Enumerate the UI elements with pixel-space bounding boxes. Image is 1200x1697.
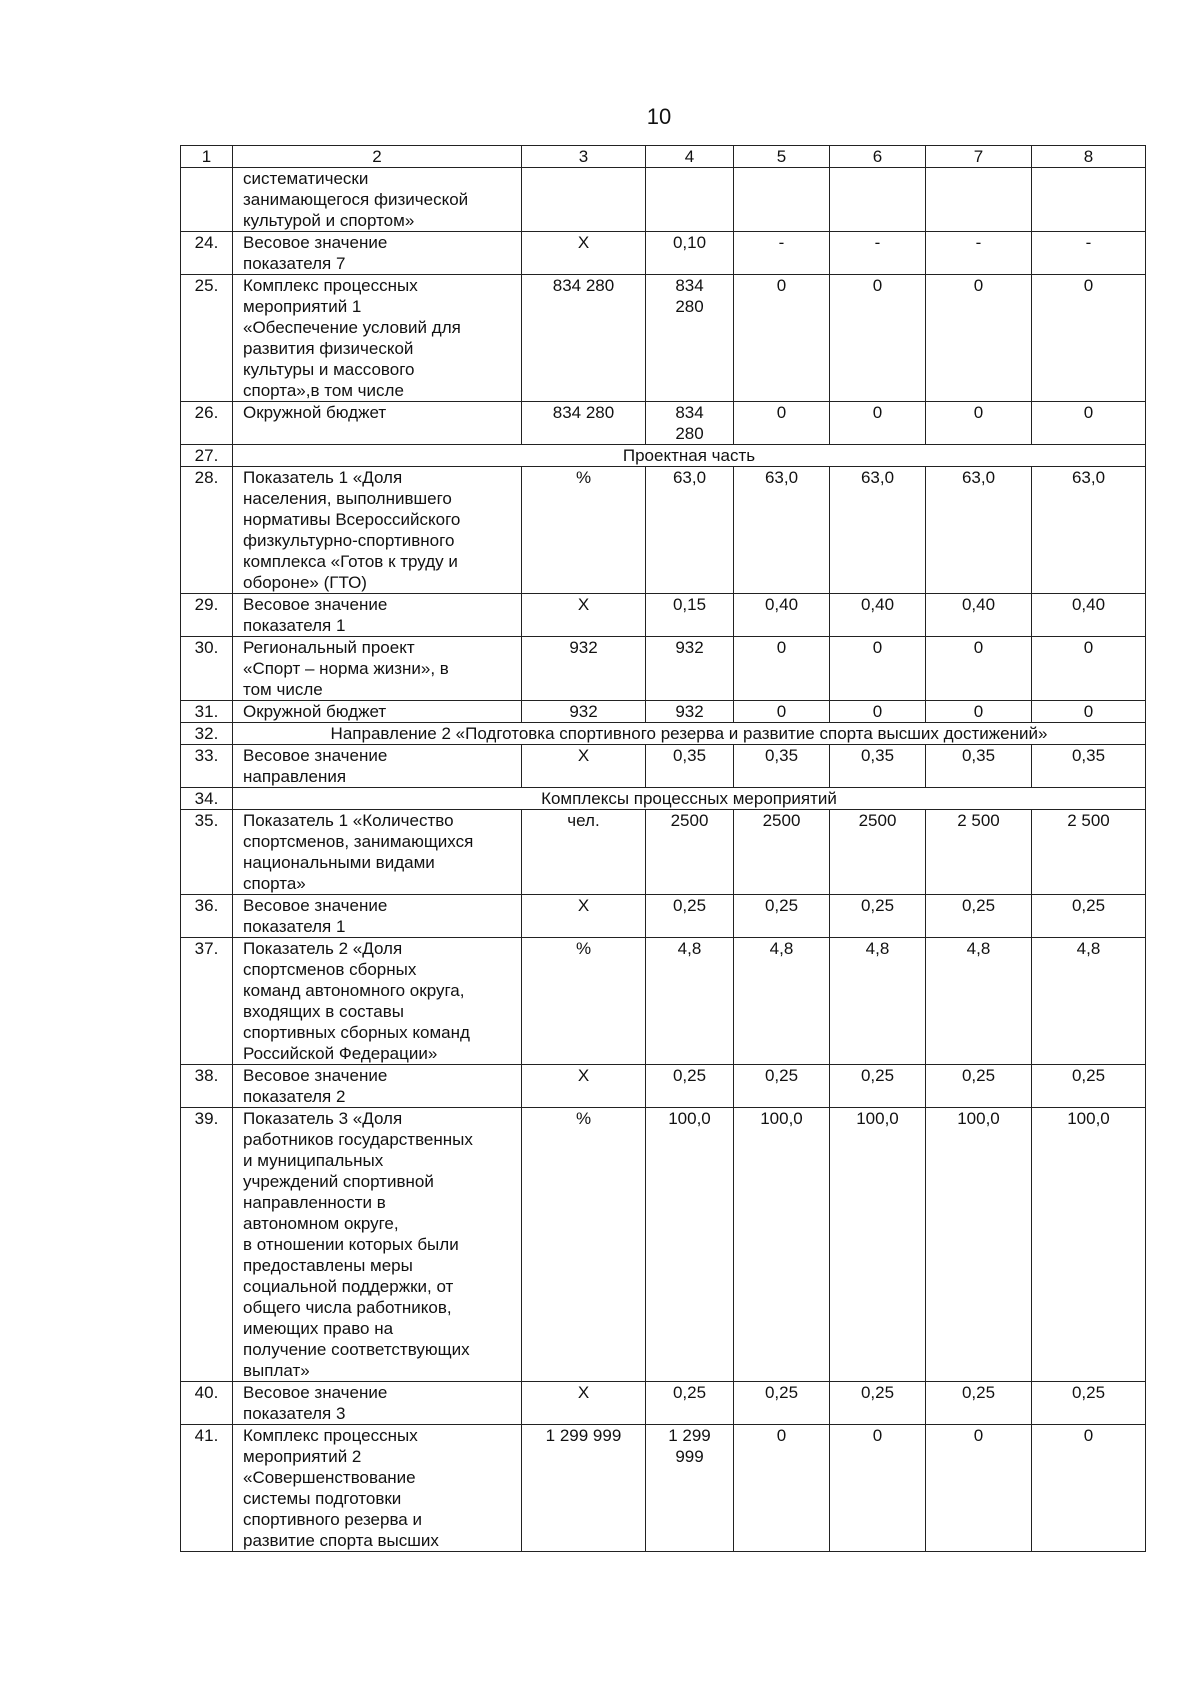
section-title: Комплексы процессных мероприятий [233,788,1146,810]
value-cell: 834 280 [522,402,646,445]
value-cell: 4,8 [1032,938,1146,1065]
value-cell: X [522,1065,646,1108]
section-row [181,445,1146,467]
column-header: 3 [522,146,646,168]
table-row [181,168,1146,232]
value-cell: 100,0 [734,1108,830,1382]
row-description: Весовое значение показателя 1 [233,895,522,938]
value-cell: 0,25 [926,1382,1032,1425]
table-row [181,232,1146,275]
value-cell: 2500 [734,810,830,895]
table-row [181,1425,1146,1552]
value-cell [926,168,1032,232]
table-row [181,895,1146,938]
value-cell: - [1032,232,1146,275]
table-row [181,1108,1146,1382]
row-description: Окружной бюджет [233,402,522,445]
value-cell: 0,25 [1032,895,1146,938]
row-number: 26. [181,402,233,445]
value-cell: 2500 [646,810,734,895]
value-cell: 100,0 [926,1108,1032,1382]
row-description: Показатель 1 «Количество спортсменов, занимающихся национальными видами спорта» [233,810,522,895]
row-description: Весовое значение показателя 3 [233,1382,522,1425]
value-cell: 0,25 [734,895,830,938]
value-cell: 0,35 [734,745,830,788]
section-title: Направление 2 «Подготовка спортивного резерва и развитие спорта высших достижений» [233,723,1146,745]
column-header: 5 [734,146,830,168]
column-header: 8 [1032,146,1146,168]
row-description: Региональный проект «Спорт – норма жизни», в том числе [233,637,522,701]
row-description: Весовое значение показателя 1 [233,594,522,637]
value-cell: 0,25 [646,1382,734,1425]
table-row [181,745,1146,788]
page-number: 10 [646,104,672,129]
value-cell: 0 [830,402,926,445]
row-number: 38. [181,1065,233,1108]
row-number: 36. [181,895,233,938]
value-cell: 63,0 [1032,467,1146,594]
value-cell: 2 500 [926,810,1032,895]
value-cell: 0,25 [830,1382,926,1425]
value-cell: 1 299 999 [522,1425,646,1552]
value-cell: 0,25 [830,1065,926,1108]
table-row [181,594,1146,637]
value-cell: 63,0 [734,467,830,594]
value-cell: 834 280 [646,402,734,445]
value-cell: чел. [522,810,646,895]
value-cell: 0,40 [830,594,926,637]
row-number: 32. [181,723,233,745]
value-cell: 0 [1032,701,1146,723]
value-cell: 0,35 [646,745,734,788]
value-cell: 0,40 [734,594,830,637]
row-number [181,168,233,232]
value-cell: 100,0 [830,1108,926,1382]
value-cell: 932 [522,637,646,701]
value-cell: 834 280 [522,275,646,402]
row-number: 29. [181,594,233,637]
value-cell: 2 500 [1032,810,1146,895]
table-row [181,701,1146,723]
row-number: 25. [181,275,233,402]
value-cell: 0 [734,275,830,402]
value-cell: X [522,594,646,637]
value-cell: 63,0 [830,467,926,594]
row-description: Весовое значение направления [233,745,522,788]
row-number: 40. [181,1382,233,1425]
row-description: Показатель 3 «Доля работников государственных и муниципальных учреждений спортивной направленности в автономном округе, в отношении которых были предоставлены меры социальной поддержки, от общего числа работников, имеющих право на получение соответствующих выплат» [233,1108,522,1382]
table-header-row [181,146,1146,168]
value-cell: 0,25 [734,1065,830,1108]
value-cell: 0,35 [830,745,926,788]
value-cell: 0 [926,402,1032,445]
table-row [181,938,1146,1065]
table-row [181,810,1146,895]
table-row [181,275,1146,402]
value-cell: 1 299 999 [646,1425,734,1552]
row-description: систематически занимающегося физической культурой и спортом» [233,168,522,232]
value-cell: 0,25 [1032,1382,1146,1425]
value-cell: 932 [646,701,734,723]
value-cell: X [522,1382,646,1425]
table-row [181,467,1146,594]
value-cell: 0 [926,701,1032,723]
value-cell: 0 [734,1425,830,1552]
value-cell: 932 [646,637,734,701]
column-header: 1 [181,146,233,168]
row-number: 28. [181,467,233,594]
value-cell [1032,168,1146,232]
value-cell: % [522,467,646,594]
value-cell [830,168,926,232]
value-cell: 0 [734,701,830,723]
value-cell: 0,25 [926,895,1032,938]
value-cell: 100,0 [1032,1108,1146,1382]
indicators-table [180,145,1146,1552]
value-cell [646,168,734,232]
value-cell: % [522,1108,646,1382]
value-cell: 0 [734,637,830,701]
row-number: 35. [181,810,233,895]
row-description: Окружной бюджет [233,701,522,723]
value-cell: 0,35 [926,745,1032,788]
column-header: 7 [926,146,1032,168]
row-description: Комплекс процессных мероприятий 2 «Совершенствование системы подготовки спортивного резерва и развитие спорта высших [233,1425,522,1552]
row-description: Весовое значение показателя 7 [233,232,522,275]
value-cell: 932 [522,701,646,723]
row-number: 34. [181,788,233,810]
row-number: 37. [181,938,233,1065]
value-cell: 4,8 [734,938,830,1065]
value-cell: 0,40 [1032,594,1146,637]
column-header: 2 [233,146,522,168]
table-row [181,637,1146,701]
value-cell: 0 [830,637,926,701]
value-cell: 2500 [830,810,926,895]
value-cell: 63,0 [926,467,1032,594]
value-cell: 100,0 [646,1108,734,1382]
value-cell: 0 [1032,402,1146,445]
section-row [181,788,1146,810]
value-cell: 0 [926,1425,1032,1552]
section-row [181,723,1146,745]
value-cell: 0 [830,1425,926,1552]
value-cell: X [522,232,646,275]
value-cell: 0,15 [646,594,734,637]
value-cell: 0,25 [646,895,734,938]
value-cell: 0,10 [646,232,734,275]
row-number: 31. [181,701,233,723]
column-header: 6 [830,146,926,168]
value-cell: 0,35 [1032,745,1146,788]
column-header: 4 [646,146,734,168]
value-cell: 0,40 [926,594,1032,637]
value-cell: - [734,232,830,275]
value-cell [734,168,830,232]
value-cell: - [830,232,926,275]
value-cell: 0,25 [1032,1065,1146,1108]
value-cell: 0 [1032,1425,1146,1552]
value-cell: 0,25 [646,1065,734,1108]
row-number: 24. [181,232,233,275]
row-number: 33. [181,745,233,788]
value-cell: 0 [926,275,1032,402]
value-cell: 0,25 [830,895,926,938]
row-number: 41. [181,1425,233,1552]
value-cell [522,168,646,232]
table-row [181,1382,1146,1425]
value-cell: 0,25 [734,1382,830,1425]
value-cell: X [522,745,646,788]
value-cell: 834 280 [646,275,734,402]
value-cell: 0 [1032,637,1146,701]
section-title: Проектная часть [233,445,1146,467]
value-cell: 0 [926,637,1032,701]
value-cell: 0 [830,701,926,723]
row-description: Показатель 1 «Доля населения, выполнившего нормативы Всероссийского физкультурно-спортивного комплекса «Готов к труду и обороне» (ГТО) [233,467,522,594]
value-cell: X [522,895,646,938]
row-description: Весовое значение показателя 2 [233,1065,522,1108]
value-cell: 0 [1032,275,1146,402]
value-cell: % [522,938,646,1065]
value-cell: - [926,232,1032,275]
table-row [181,402,1146,445]
value-cell: 4,8 [926,938,1032,1065]
value-cell: 0 [830,275,926,402]
row-number: 30. [181,637,233,701]
row-number: 39. [181,1108,233,1382]
value-cell: 0 [734,402,830,445]
row-description: Показатель 2 «Доля спортсменов сборных команд автономного округа, входящих в составы спортивных сборных команд Российской Федерации» [233,938,522,1065]
value-cell: 63,0 [646,467,734,594]
value-cell: 0,25 [926,1065,1032,1108]
table-body [181,146,1146,1552]
row-description: Комплекс процессных мероприятий 1 «Обеспечение условий для развития физической культуры и массового спорта»,в том числе [233,275,522,402]
value-cell: 4,8 [646,938,734,1065]
table-row [181,1065,1146,1108]
row-number: 27. [181,445,233,467]
value-cell: 4,8 [830,938,926,1065]
